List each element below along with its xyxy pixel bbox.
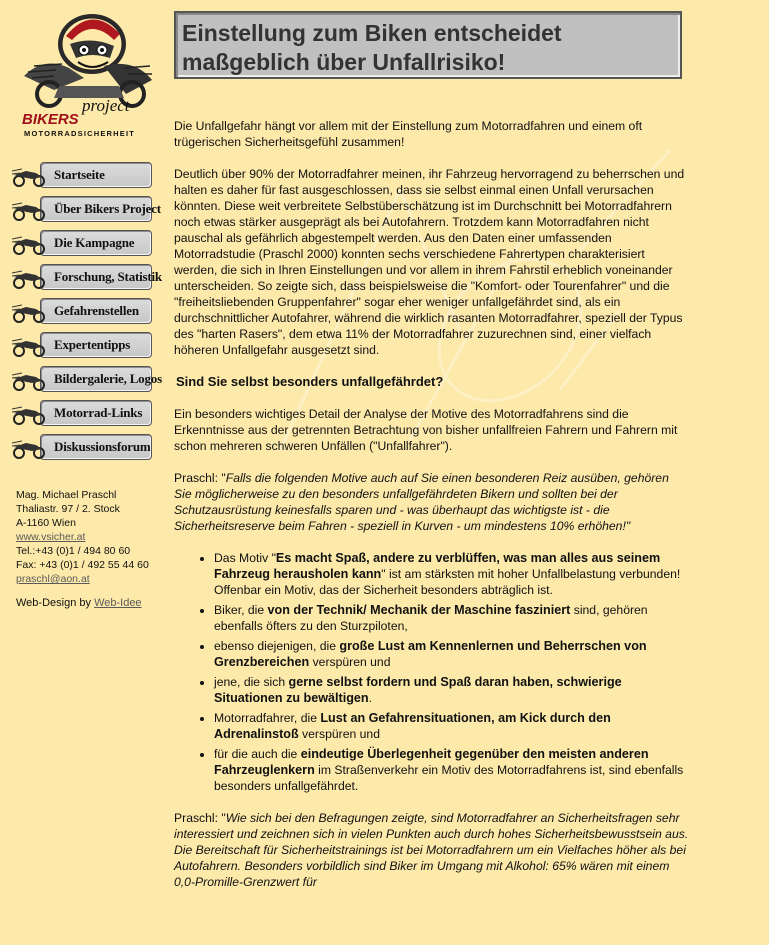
- webdesign-credit: Web-Design by Web-Idee: [16, 597, 142, 609]
- nav-button-label: Die Kampagne: [54, 235, 135, 250]
- nav-button-9[interactable]: [12, 434, 152, 460]
- page-title: Einstellung zum Biken entscheidet maßgeblich über Unfallrisiko!: [182, 20, 562, 75]
- email-link[interactable]: praschl@aon.at: [16, 573, 90, 585]
- motorcycle-icon: [12, 335, 46, 357]
- motorcycle-icon: [12, 199, 46, 221]
- page-title-box: [174, 11, 682, 79]
- contact-street: Thaliastr. 97 / 2. Stock: [16, 503, 120, 515]
- contact-city: A-1160 Wien: [16, 517, 76, 529]
- contact-info: [16, 488, 166, 610]
- nav-button-label: Forschung, Statistik: [54, 269, 162, 284]
- contact-fax: Fax: +43 (0)1 / 492 55 44 60: [16, 559, 149, 571]
- analysis-paragraph: Ein besonders wichtiges Detail der Analyse der Motive des Motorradfahrens sind die Erkenntnisse aus der getrennten Betrachtung von bisher unfallfreien Fahrern und Fahrern mit schon mehreren schweren Unfällen ("Unfallfahrer").: [174, 407, 678, 453]
- motorcycle-icon: [12, 267, 46, 289]
- nav-button-label: Startseite: [54, 167, 105, 182]
- motives-list: [174, 550, 689, 794]
- motive-item: • für die auch die eindeutige Überlegenheit gegenüber den meisten anderen Fahrzeuglenkern im Straßenverkehr ein Motiv des Motorradfahrens ist, sind ebenfalls besonders unfallgefährdet.: [214, 746, 689, 794]
- motive-item: • Das Motiv "Es macht Spaß, andere zu verblüffen, was man alles aus seinem Fahrzeug herausholen kann" ist am stärksten mit hoher Unfallbelastung verbunden! Offenbar ein Motiv, das der Sicherheit besonders abträglich ist.: [214, 550, 689, 598]
- nav-button-label: Motorrad-Links: [54, 405, 143, 420]
- motorcycle-icon: [12, 165, 46, 187]
- motorcycle-icon: [12, 403, 46, 425]
- sidebar: [0, 0, 165, 945]
- nav-button-label: Expertentipps: [54, 337, 131, 352]
- section-heading: Sind Sie selbst besonders unfallgefährdet?: [176, 374, 444, 389]
- nav-button-5[interactable]: [12, 298, 152, 324]
- motive-item: • Biker, die von der Technik/ Mechanik der Maschine fasziniert sind, gehören ebenfalls öfters zu den Sturzpiloten,: [214, 602, 689, 634]
- webdesign-link[interactable]: Web-Idee: [94, 597, 142, 609]
- nav-button-3[interactable]: [12, 230, 152, 256]
- website-link[interactable]: www.vsicher.at: [16, 531, 86, 543]
- intro-paragraph: Die Unfallgefahr hängt vor allem mit der Einstellung zum Motorradfahren und einem oft trügerischen Sicherheitsgefühl zusammen!: [174, 119, 643, 149]
- bikers-project-logo[interactable]: [14, 6, 159, 146]
- nav-button-4[interactable]: [12, 264, 162, 290]
- nav-button-6[interactable]: [12, 332, 152, 358]
- main-content: [174, 118, 689, 906]
- motive-item: • ebenso diejenigen, die große Lust am Kennenlernen und Beherrschen von Grenzbereichen verspüren und: [214, 638, 689, 670]
- logo-subtitle: MOTORRADSICHERHEIT: [24, 129, 136, 138]
- motive-item: • jene, die sich gerne selbst fordern und Spaß daran haben, schwierige Situationen zu bewältigen.: [214, 674, 689, 706]
- quote-paragraph-2: Praschl: "Wie sich bei den Befragungen zeigte, sind Motorradfahrer an Sicherheitsfragen sehr interessiert und zeichnen sich in vielen Punkten auch durch hohes Sicherheitsbewusstsein aus. Die Bereitschaft für Sicherheitstrainings ist bei Motorradfahrern um ein Vielfaches höher als bei Autofahrern. Besonders vorbildlich sind Biker im Umgang mit Alkohol: 65% wären mit einem 0,0-Promille-Grenzwert für: [174, 811, 689, 889]
- nav-button-label: Gefahrenstellen: [54, 303, 139, 318]
- motorcycle-icon: [12, 437, 46, 459]
- nav-button-label: Diskussionsforum: [54, 439, 151, 454]
- nav-button-7[interactable]: [12, 366, 162, 392]
- nav-button-1[interactable]: [12, 162, 152, 188]
- nav-button-label: Über Bikers Project: [54, 201, 161, 216]
- motorcycle-icon: [12, 301, 46, 323]
- contact-name: Mag. Michael Praschl: [16, 489, 117, 501]
- logo-brand-text: BIKERS: [22, 111, 79, 128]
- statistics-paragraph: Deutlich über 90% der Motorradfahrer meinen, ihr Fahrzeug hervorragend zu beherrschen und halten es daher für fast ausgeschlossen, dass sie selbst einmal einen Unfall verursachen könnten. Diese weit verbreitete Selbstüberschätzung ist im Durchschnitt bei Motorradfahrern noch etwas stärker ausgeprägt als bei Autofahrern. Trotzdem kann Motorradfahren nicht pauschal als gefährlich abgestempelt werden. Aus den Daten einer umfassenden Motorradstudie (Praschl 2000) konnten sechs verschiedene Fahrertypen charakterisiert werden, die sich in Ihren Einstellungen und vor allem in ihrem Fahrstil erheblich voneinander unterscheiden. So zeigte sich, dass beispielsweise die "Komfort- oder Tourenfahrer" und die "freiheitsliebenden Gruppenfahrer" sogar eher weniger unfallgefährdet sind, als ein durchschnittlicher Autofahrer, während die wirklich rasanten Motorradfahrer, speziell der Typus des "harten Rasers", dem etwa 11% der Motorradfahrer zuzurechnen sind, einer vielfach höheren Unfallgefahr ausgesetzt sind.: [174, 167, 685, 357]
- motive-item: • Motorradfahrer, die Lust an Gefahrensituationen, am Kick durch den Adrenalinstoß verspüren und: [214, 710, 689, 742]
- nav-button-label: Bildergalerie, Logos: [54, 371, 162, 386]
- contact-tel: Tel.:+43 (0)1 / 494 80 60: [16, 545, 131, 557]
- logo-project-text: project: [82, 96, 130, 115]
- nav-button-2[interactable]: [12, 196, 161, 222]
- motorcycle-icon: [12, 369, 46, 391]
- nav-button-8[interactable]: [12, 400, 152, 426]
- motorcycle-icon: [12, 233, 46, 255]
- quote-paragraph-1: Praschl: "Falls die folgenden Motive auch auf Sie einen besonderen Reiz ausüben, gehören Sie möglicherweise zu den besonders unfallgefährdeten Bikern und sollten bei der Schutzausrüstung keinesfalls sparen und - was überhaupt das wichtigste ist - die Sicherheitsreserve beim Fahren - speziell in Kurven - um mindestens 10% erhöhen!": [174, 471, 669, 533]
